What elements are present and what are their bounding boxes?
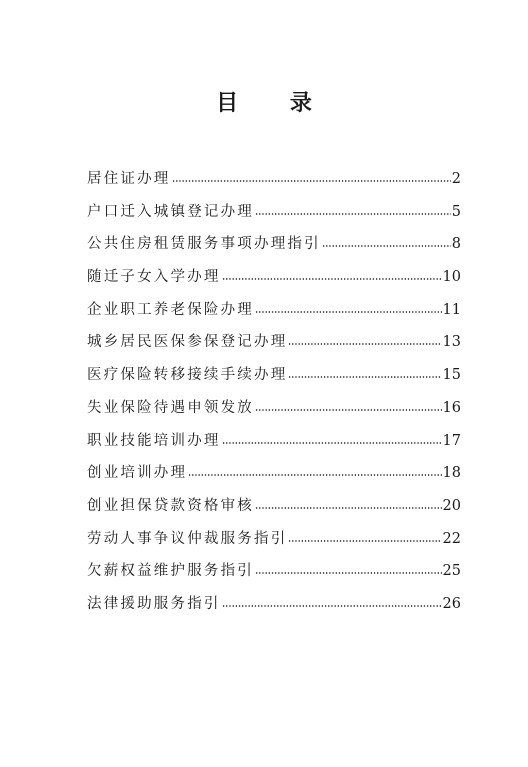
toc-entry-page-number: 5 — [451, 203, 461, 220]
toc-entry-label: 城乡居民医保参保登记办理 — [87, 334, 288, 351]
toc-entry-label: 户口迁入城镇登记办理 — [87, 203, 254, 220]
toc-entry[interactable] — [87, 196, 461, 229]
page-title: 目 录 — [216, 90, 334, 116]
toc-entry-page-number: 8 — [451, 236, 461, 253]
toc-entry-page-number: 16 — [442, 399, 461, 416]
dot-leader — [255, 203, 451, 217]
toc-entry-page-number: 20 — [442, 497, 461, 514]
dot-leader — [255, 399, 442, 413]
toc-entry-label: 居住证办理 — [87, 171, 171, 187]
toc-entry-label: 失业保险待遇申领发放 — [87, 399, 254, 416]
toc-entry-label: 公共住房租赁服务事项办理指引 — [87, 236, 321, 253]
toc-entry[interactable] — [87, 523, 461, 556]
toc-entry[interactable] — [87, 457, 461, 490]
toc-entry-page-number: 22 — [442, 530, 461, 547]
table-of-contents — [87, 163, 461, 621]
toc-entry-page-number: 13 — [442, 334, 461, 351]
toc-entry-page-number: 25 — [442, 563, 461, 580]
dot-leader — [222, 268, 442, 282]
toc-entry[interactable] — [87, 359, 461, 392]
dot-leader — [222, 595, 442, 609]
toc-entry[interactable] — [87, 163, 461, 196]
toc-entry-page-number: 2 — [451, 171, 461, 187]
toc-entry[interactable] — [87, 392, 461, 425]
dot-leader — [255, 562, 442, 576]
dot-leader — [255, 497, 442, 511]
toc-entry-label: 企业职工养老保险办理 — [87, 301, 254, 318]
dot-leader — [188, 464, 441, 478]
dot-leader — [222, 432, 442, 446]
toc-entry[interactable] — [87, 490, 461, 523]
toc-entry-label: 欠薪权益维护服务指引 — [87, 563, 254, 580]
toc-entry[interactable] — [87, 555, 461, 588]
toc-entry-page-number: 15 — [442, 367, 461, 384]
toc-entry-page-number: 17 — [442, 432, 461, 449]
dot-leader — [322, 235, 451, 249]
toc-entry-label: 创业培训办理 — [87, 465, 188, 482]
toc-entry[interactable] — [87, 425, 461, 458]
toc-entry-page-number: 11 — [442, 301, 461, 318]
toc-entry-page-number: 10 — [442, 269, 461, 286]
toc-entry-page-number: 18 — [442, 465, 461, 482]
toc-entry[interactable] — [87, 261, 461, 294]
toc-entry-label: 法律援助服务指引 — [87, 595, 221, 612]
toc-entry[interactable] — [87, 294, 461, 327]
toc-entry-page-number: 26 — [442, 595, 461, 612]
toc-entry-label: 职业技能培训办理 — [87, 432, 221, 449]
toc-entry-label: 随迁子女入学办理 — [87, 269, 221, 286]
toc-entry[interactable] — [87, 228, 461, 261]
toc-entry-label: 劳动人事争议仲裁服务指引 — [87, 530, 288, 547]
dot-leader — [288, 530, 441, 544]
dot-leader — [172, 170, 451, 184]
dot-leader — [288, 366, 441, 380]
dot-leader — [288, 333, 441, 347]
toc-entry-label: 创业担保贷款资格审核 — [87, 497, 254, 514]
toc-entry-label: 医疗保险转移接续手续办理 — [87, 367, 288, 384]
dot-leader — [255, 301, 442, 315]
toc-entry[interactable] — [87, 326, 461, 359]
toc-entry[interactable] — [87, 588, 461, 621]
